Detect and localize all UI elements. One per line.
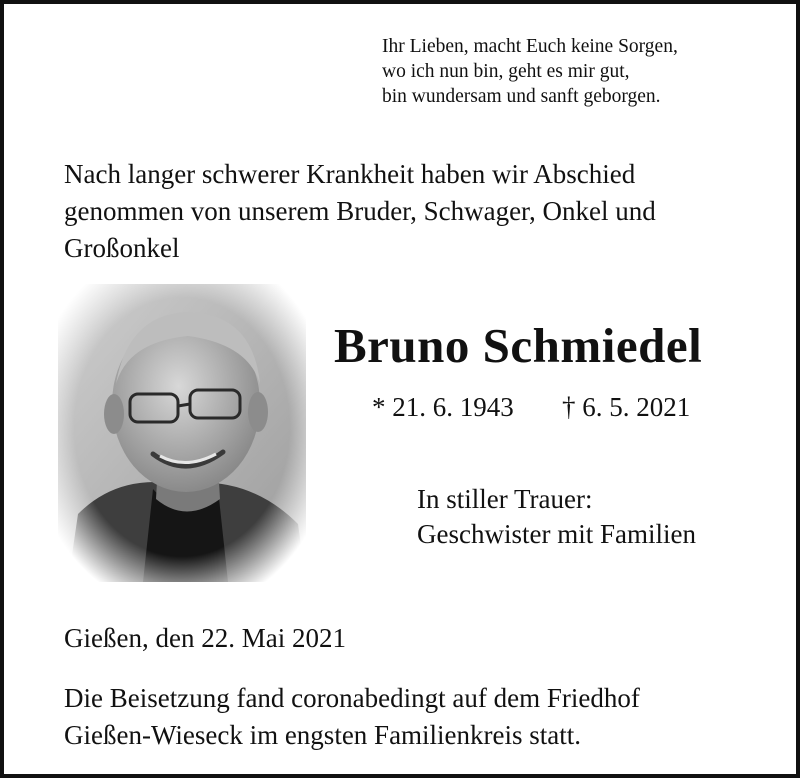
- burial-note: [64, 680, 640, 754]
- burial-line: Die Beisetzung fand coronabedingt auf dem Friedhof: [64, 683, 640, 713]
- mourners-line: In stiller Trauer:: [417, 484, 593, 514]
- death-date: † 6. 5. 2021: [562, 392, 691, 422]
- poem-verse: [382, 34, 678, 109]
- mourners-line: Geschwister mit Familien: [417, 519, 696, 549]
- poem-line: Ihr Lieben, macht Euch keine Sorgen,: [382, 36, 678, 57]
- deceased-name: Bruno Schmiedel: [334, 318, 703, 373]
- place-and-date: Gießen, den 22. Mai 2021: [64, 623, 346, 653]
- portrait-photo: [58, 284, 306, 582]
- mourners: [417, 482, 696, 552]
- birth-date: * 21. 6. 1943: [372, 392, 514, 422]
- intro-line: genommen von unserem Bruder, Schwager, Onkel und: [64, 196, 656, 226]
- portrait-image: [58, 284, 306, 582]
- burial-line: Gießen-Wieseck im engsten Familienkreis statt.: [64, 720, 582, 750]
- poem-line: wo ich nun bin, geht es mir gut,: [382, 61, 630, 82]
- poem-line: bin wundersam und sanft geborgen.: [382, 86, 661, 107]
- intro-line: Großonkel: [64, 233, 180, 263]
- intro-text: [64, 156, 656, 267]
- intro-line: Nach langer schwerer Krankheit haben wir Abschied: [64, 159, 636, 189]
- life-dates: [372, 390, 690, 424]
